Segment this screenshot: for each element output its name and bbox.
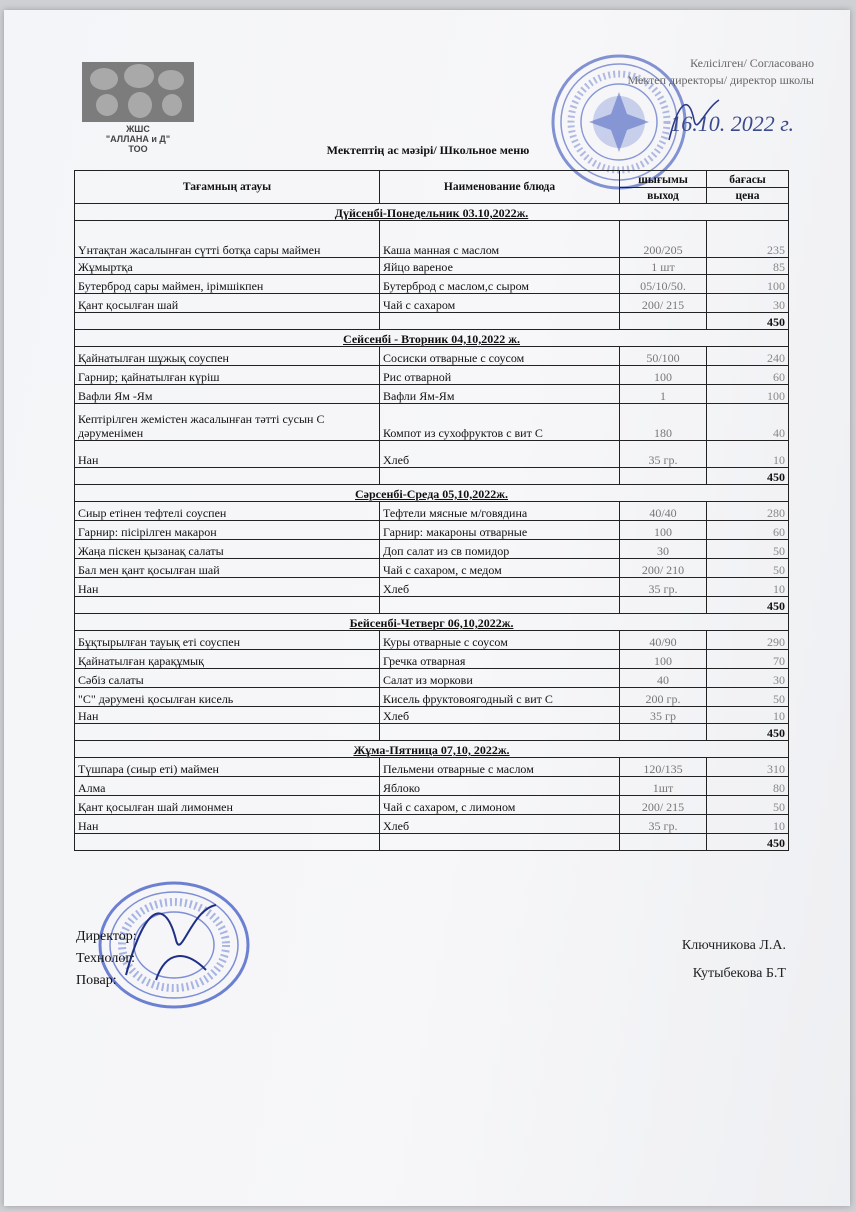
dish-price: 60 [707, 521, 789, 540]
dish-yield: 05/10/50. [620, 275, 707, 294]
dish-name-ru: Яблоко [380, 777, 620, 796]
dish-name-ru: Гречка отварная [380, 650, 620, 669]
logo-caption-line1: ЖШС [126, 124, 150, 134]
dish-name-kz: Нан [75, 441, 380, 468]
dish-price: 50 [707, 688, 789, 707]
dish-name-ru: Вафли Ям-Ям [380, 385, 620, 404]
dish-name-ru: Яйцо вареное [380, 258, 620, 275]
menu-item-row [75, 404, 789, 441]
day-header-row [75, 614, 789, 631]
dish-price: 280 [707, 502, 789, 521]
dish-name-ru: Гарнир: макароны отварные [380, 521, 620, 540]
menu-item-row [75, 347, 789, 366]
dish-price: 70 [707, 650, 789, 669]
menu-item-row [75, 631, 789, 650]
day-title: Жұма-Пятница 07,10, 2022ж. [75, 741, 789, 758]
dish-price: 40 [707, 404, 789, 441]
total-empty-cell [620, 468, 707, 485]
menu-item-row [75, 669, 789, 688]
dish-name-ru: Тефтели мясные м/говядина [380, 502, 620, 521]
approval-date: 16.10. 2022 г. [670, 111, 794, 136]
menu-body [75, 204, 789, 851]
day-header-row [75, 485, 789, 502]
total-empty-cell [620, 313, 707, 330]
total-empty-cell [75, 313, 380, 330]
dish-yield: 200/ 215 [620, 796, 707, 815]
dish-price: 60 [707, 366, 789, 385]
dish-name-kz: Нан [75, 815, 380, 834]
dish-name-ru: Сосиски отварные с соусом [380, 347, 620, 366]
total-empty-cell [380, 313, 620, 330]
dish-name-kz: "С" дәрумені қосылған кисель [75, 688, 380, 707]
dish-price: 50 [707, 796, 789, 815]
dish-yield: 40 [620, 669, 707, 688]
day-total-row [75, 834, 789, 851]
total-empty-cell [620, 834, 707, 851]
total-empty-cell [380, 468, 620, 485]
day-total: 450 [707, 468, 789, 485]
dish-yield: 30 [620, 540, 707, 559]
menu-item-row [75, 258, 789, 275]
dish-name-kz: Алма [75, 777, 380, 796]
menu-item-row [75, 366, 789, 385]
total-empty-cell [380, 597, 620, 614]
menu-item-row [75, 441, 789, 468]
signature-names [682, 932, 786, 988]
dish-name-ru: Чай с сахаром, с медом [380, 559, 620, 578]
dish-yield: 40/40 [620, 502, 707, 521]
dish-price: 50 [707, 540, 789, 559]
dish-yield: 1 шт [620, 258, 707, 275]
menu-item-row [75, 650, 789, 669]
director-signature-top [664, 90, 724, 150]
total-empty-cell [380, 834, 620, 851]
menu-item-row [75, 578, 789, 597]
dish-yield: 100 [620, 650, 707, 669]
menu-item-row [75, 796, 789, 815]
logo-caption-line2: "АЛЛАНА и Д" [105, 134, 171, 144]
dish-name-kz: Вафли Ям -Ям [75, 385, 380, 404]
header-price-ru: цена [707, 187, 789, 204]
day-total: 450 [707, 597, 789, 614]
logo-image [82, 62, 194, 122]
dish-name-ru: Компот из сухофруктов с вит С [380, 404, 620, 441]
day-total: 450 [707, 724, 789, 741]
menu-item-row [75, 385, 789, 404]
dish-name-kz: Жұмыртқа [75, 258, 380, 275]
day-total-row [75, 468, 789, 485]
header-ru-name: Наименование блюда [380, 171, 620, 204]
dish-yield: 1 [620, 385, 707, 404]
dish-price: 310 [707, 758, 789, 777]
day-title: Сейсенбі - Вторник 04,10,2022 ж. [75, 330, 789, 347]
menu-item-row [75, 777, 789, 796]
dish-name-ru: Рис отварной [380, 366, 620, 385]
dish-name-ru: Чай с сахаром, с лимоном [380, 796, 620, 815]
total-empty-cell [620, 597, 707, 614]
approval-block [564, 55, 814, 136]
header-kz-name: Тағамның атауы [75, 171, 380, 204]
dish-price: 235 [707, 221, 789, 258]
approval-line2: Мектеп директоры/ директор школы [627, 73, 814, 87]
day-total: 450 [707, 834, 789, 851]
day-total-row [75, 597, 789, 614]
dish-name-kz: Жаңа піскен қызанақ салаты [75, 540, 380, 559]
dish-yield: 100 [620, 366, 707, 385]
header-price-kz: бағасы [707, 171, 789, 188]
dish-price: 85 [707, 258, 789, 275]
cook-name: Кутыбекова Б.Т [692, 966, 786, 981]
menu-item-row [75, 521, 789, 540]
dish-price: 10 [707, 441, 789, 468]
dish-price: 50 [707, 559, 789, 578]
dish-name-kz: Бұқтырылған тауық еті соуспен [75, 631, 380, 650]
dish-name-ru: Бутерброд с маслом,с сыром [380, 275, 620, 294]
menu-item-row [75, 559, 789, 578]
dish-name-ru: Пельмени отварные с маслом [380, 758, 620, 777]
dish-name-kz: Бал мен қант қосылған шай [75, 559, 380, 578]
dish-yield: 1шт [620, 777, 707, 796]
director-label: Директор: [76, 929, 137, 944]
dish-price: 240 [707, 347, 789, 366]
dish-yield: 200/205 [620, 221, 707, 258]
day-title: Сәрсенбі-Среда 05,10,2022ж. [75, 485, 789, 502]
dish-name-kz: Қант қосылған шай [75, 294, 380, 313]
dish-yield: 40/90 [620, 631, 707, 650]
menu-item-row [75, 294, 789, 313]
menu-item-row [75, 221, 789, 258]
day-header-row [75, 741, 789, 758]
dish-name-kz: Гарнир: пісірілген макарон [75, 521, 380, 540]
day-total-row [75, 724, 789, 741]
menu-item-row [75, 540, 789, 559]
dish-name-ru: Кисель фруктовоягодный с вит С [380, 688, 620, 707]
menu-item-row [75, 707, 789, 724]
logo-caption-line3: ТОО [128, 144, 148, 154]
header-row [75, 171, 789, 188]
dish-name-ru: Хлеб [380, 578, 620, 597]
dish-name-kz: Нан [75, 707, 380, 724]
technologist-name: Ключникова Л.А. [681, 938, 786, 953]
dish-name-ru: Куры отварные с соусом [380, 631, 620, 650]
dish-name-kz: Сиыр етінен тефтелі соуспен [75, 502, 380, 521]
dish-price: 290 [707, 631, 789, 650]
menu-item-row [75, 758, 789, 777]
dish-name-kz: Үнтақтан жасалынған сүтті ботқа сары маймен [75, 221, 380, 258]
dish-name-ru: Каша манная с маслом [380, 221, 620, 258]
dish-name-kz: Нан [75, 578, 380, 597]
dish-name-ru: Салат из моркови [380, 669, 620, 688]
dish-yield: 35 гр. [620, 441, 707, 468]
total-empty-cell [380, 724, 620, 741]
dish-name-kz: Кептірілген жемістен жасалынған тәтті сусын С дәруменімен [75, 404, 380, 441]
dish-price: 80 [707, 777, 789, 796]
cook-label: Повар: [76, 973, 117, 988]
day-title: Дүйсенбі-Понедельник 03.10,2022ж. [75, 204, 789, 221]
header-yield-ru: выход [620, 187, 707, 204]
total-empty-cell [75, 724, 380, 741]
dish-yield: 100 [620, 521, 707, 540]
dish-name-kz: Қант қосылған шай лимонмен [75, 796, 380, 815]
dish-price: 30 [707, 669, 789, 688]
total-empty-cell [620, 724, 707, 741]
dish-price: 30 [707, 294, 789, 313]
dish-name-kz: Қайнатылған шұжық соуспен [75, 347, 380, 366]
dish-yield: 50/100 [620, 347, 707, 366]
dish-name-ru: Хлеб [380, 707, 620, 724]
dish-name-kz: Сәбіз салаты [75, 669, 380, 688]
dish-name-kz: Түшпара (сиыр еті) маймен [75, 758, 380, 777]
dish-price: 10 [707, 707, 789, 724]
dish-name-ru: Хлеб [380, 815, 620, 834]
day-title: Бейсенбі-Четверг 06,10,2022ж. [75, 614, 789, 631]
dish-yield: 180 [620, 404, 707, 441]
menu-item-row [75, 688, 789, 707]
dish-name-kz: Қайнатылған қарақұмық [75, 650, 380, 669]
dish-yield: 200/ 215 [620, 294, 707, 313]
menu-item-row [75, 502, 789, 521]
company-logo [82, 62, 194, 152]
total-empty-cell [75, 834, 380, 851]
dish-yield: 35 гр. [620, 815, 707, 834]
signature-labels [76, 926, 137, 992]
dish-name-ru: Хлеб [380, 441, 620, 468]
day-header-row [75, 330, 789, 347]
dish-price: 10 [707, 578, 789, 597]
menu-table [74, 170, 789, 851]
dish-name-ru: Доп салат из св помидор [380, 540, 620, 559]
document-title: Мектептің ас мәзірі/ Школьное меню [326, 143, 530, 157]
technologist-label: Технолог: [76, 951, 135, 966]
menu-item-row [75, 815, 789, 834]
dish-name-kz: Бутерброд сары маймен, ірімшікпен [75, 275, 380, 294]
dish-yield: 35 гр [620, 707, 707, 724]
dish-price: 10 [707, 815, 789, 834]
dish-yield: 200/ 210 [620, 559, 707, 578]
menu-item-row [75, 275, 789, 294]
total-empty-cell [75, 597, 380, 614]
dish-name-ru: Чай с сахаром [380, 294, 620, 313]
dish-yield: 120/135 [620, 758, 707, 777]
total-empty-cell [75, 468, 380, 485]
dish-yield: 200 гр. [620, 688, 707, 707]
header-yield-kz: шығымы [620, 171, 707, 188]
day-header-row [75, 204, 789, 221]
dish-price: 100 [707, 385, 789, 404]
day-total: 450 [707, 313, 789, 330]
dish-yield: 35 гр. [620, 578, 707, 597]
dish-price: 100 [707, 275, 789, 294]
dish-name-kz: Гарнир; қайнатылған күріш [75, 366, 380, 385]
approval-line1: Келісілген/ Согласовано [690, 56, 814, 70]
day-total-row [75, 313, 789, 330]
